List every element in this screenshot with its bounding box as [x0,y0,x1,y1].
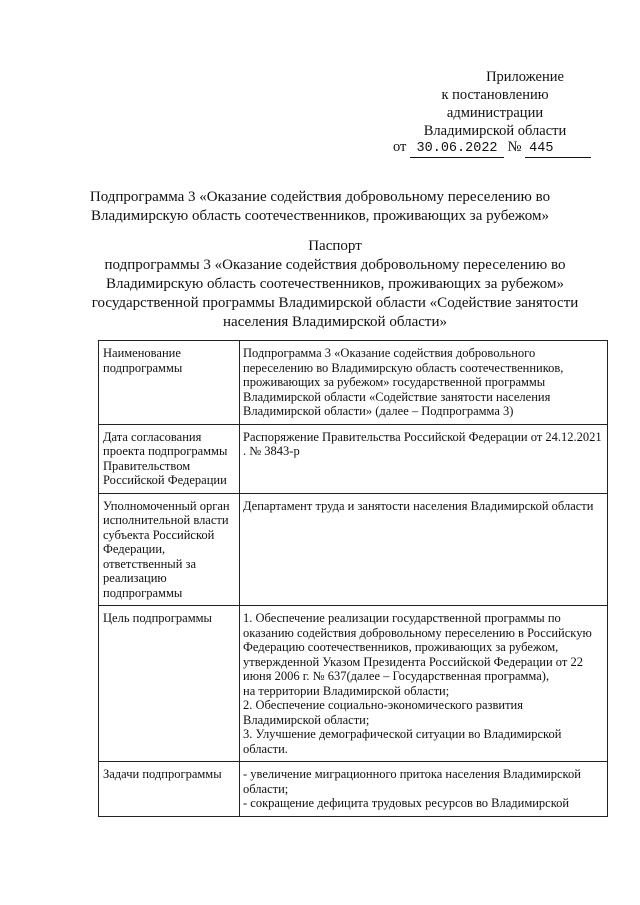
table-row [99,606,608,762]
passport-line: государственной программы Владимирской области «Содействие занятости [91,295,579,311]
table-row [99,762,608,817]
row-value-line: Подпрограмма 3 «Оказание содействия добровольного переселению во Владимирскую область соотечественников, проживающих за рубежом» государственной программы Владимирской области «Содействие занятости населения Владимирской области» (далее – Подпрограмма 3) [243,346,564,418]
row-value [240,606,608,762]
row-label: Дата согласования проекта подпрограммы Правительством Российской Федерации [99,424,240,493]
subprogram-title [60,188,580,226]
subprogram-title-line: Владимирскую область соотечественников, проживающих за рубежом» [91,208,549,224]
row-value-line: 3. Улучшение демографической ситуации во Владимирской области. [243,727,562,756]
table-row [99,493,608,606]
appendix-line: к постановлению [441,87,549,103]
passport-line: подпрограммы 3 «Оказание содействия добровольному переселению во [104,257,566,273]
row-label: Уполномоченный орган исполнительной власти субъекта Российской Федерации, ответственный за реализацию подпрограммы [99,493,240,606]
appendix-title: Приложение [486,69,564,85]
passport-heading: Паспорт [308,238,362,254]
number-sign: № [507,139,522,155]
row-value [240,493,608,606]
passport-table [98,340,608,817]
row-value-line: 1. Обеспечение реализации государственной программы по оказанию содействия добровольному переселению в Российскую Федерацию соотечественников, проживающих за рубежом, утвержденной Указом Президента Российской Федерации от 22 июня 2006 г. № 637(далее – Государственная программа), [243,611,592,683]
passport-heading-block [60,237,610,332]
row-value-line: 2. Обеспечение социально-экономического развития Владимирской области; [243,698,523,727]
row-value [240,762,608,817]
date-prefix: от [393,139,407,155]
appendix-block [390,68,600,140]
table-row [99,341,608,425]
row-value-line: - сокращение дефицита трудовых ресурсов во Владимирской [243,796,570,810]
appendix-line: администрации [446,105,544,121]
row-label: Наименование подпрограммы [99,341,240,425]
passport-line: населения Владимирской области» [223,314,447,330]
row-value-line: Департамент труда и занятости населения Владимирской области [243,498,594,513]
row-value-line: - увеличение миграционного притока населения Владимирской области; [243,767,581,796]
resolution-date-line [393,138,603,158]
row-label: Задачи подпрограммы [99,762,240,817]
resolution-number: 445 [525,141,591,158]
subprogram-title-line: Подпрограмма 3 «Оказание содействия добровольному переселению во [89,189,551,205]
row-value [240,341,608,425]
row-value-line: на территории Владимирской области; [243,683,450,698]
row-label: Цель подпрограммы [99,606,240,762]
passport-line: Владимирскую область соотечественников, проживающих за рубежом» [106,276,564,292]
table-row [99,424,608,493]
resolution-date: 30.06.2022 [410,141,504,158]
row-value-line: Распоряжение Правительства Российской Федерации от 24.12.2021 . № 3843-р [243,429,602,458]
appendix-line: Владимирской области [423,123,567,139]
row-value [240,424,608,493]
